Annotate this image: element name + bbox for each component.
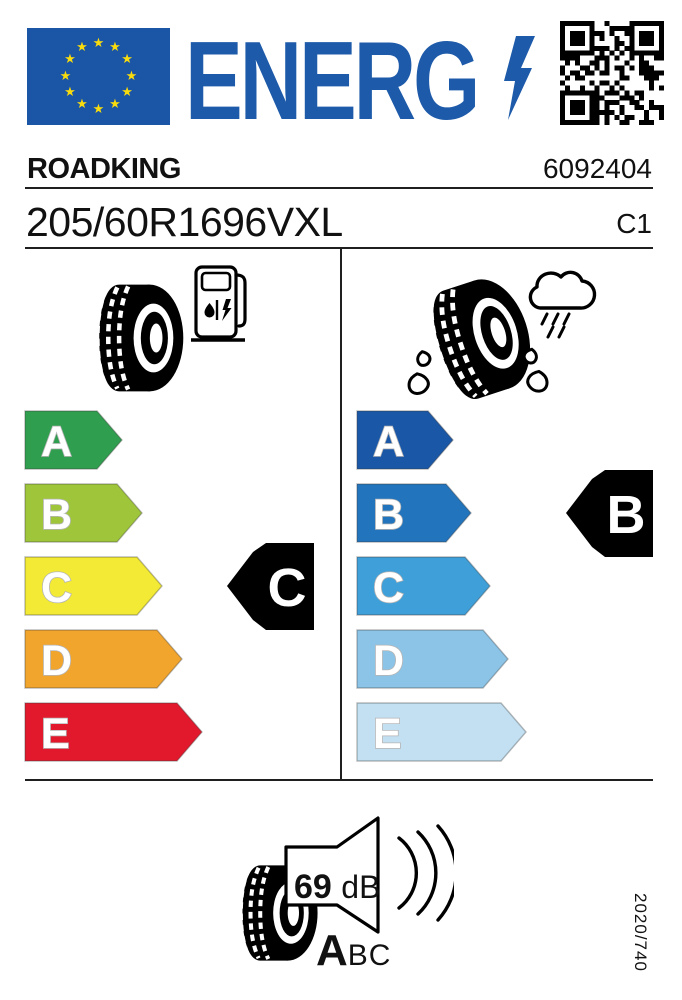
- eu-star-icon: ★: [109, 40, 121, 56]
- fuel-class-letter: B: [41, 491, 73, 539]
- fuel-class-letter: C: [41, 564, 73, 612]
- water-splash-icon: [398, 340, 558, 404]
- wet-class-letter: D: [373, 637, 405, 685]
- qr-code-icon: [560, 21, 664, 125]
- fuel-class-c: [24, 556, 204, 616]
- wet-class-b: [356, 483, 528, 543]
- wet-class-a: [356, 410, 528, 470]
- fuel-efficiency-scale: [24, 410, 204, 775]
- wet-class-letter: C: [373, 564, 405, 612]
- eu-star-icon: ★: [76, 97, 88, 113]
- divider-line: [25, 247, 653, 249]
- fuel-class-letter: A: [41, 418, 73, 466]
- fuel-class-letter: E: [41, 710, 70, 758]
- noise-db-unit: dB: [341, 869, 381, 905]
- rain-cloud-icon: [520, 262, 604, 340]
- fuel-class-d: [24, 629, 204, 689]
- wet-class-letter: E: [373, 710, 402, 758]
- wet-class-letter: A: [373, 418, 405, 466]
- eu-star-icon: ★: [92, 101, 105, 117]
- tire-icon: [92, 280, 186, 396]
- eu-star-icon: ★: [64, 52, 76, 68]
- eu-star-icon: ★: [92, 35, 105, 51]
- eu-star-icon: ★: [121, 85, 133, 101]
- lightning-bolt-icon: [504, 36, 536, 122]
- article-number: 6092404: [542, 153, 652, 184]
- eu-star-icon: ★: [64, 85, 76, 101]
- wet-class-d: [356, 629, 528, 689]
- sound-waves-icon: [392, 824, 454, 924]
- fuel-rating-letter: C: [267, 558, 307, 618]
- noise-class-letter: A: [316, 926, 348, 975]
- noise-other-classes: BC: [347, 939, 392, 972]
- wet-class-letter: B: [373, 491, 405, 539]
- center-divider: [340, 249, 342, 780]
- divider-line: [25, 779, 653, 781]
- eu-star-icon: ★: [125, 68, 138, 84]
- energ-wordmark: [0, 0, 560, 140]
- noise-db-number: 69: [294, 868, 332, 906]
- wet-grip-scale: [356, 410, 528, 775]
- wet-grip-rating-letter: B: [606, 485, 646, 545]
- brand-name: ROADKING: [27, 153, 181, 185]
- fuel-class-e: [24, 702, 204, 762]
- fuel-class-letter: D: [41, 637, 73, 685]
- fuel-pump-icon: [189, 263, 249, 347]
- energ-text: ENERG: [185, 19, 478, 140]
- rain-lines: [542, 314, 569, 337]
- wet-class-c: [356, 556, 528, 616]
- eu-star-icon: ★: [109, 97, 121, 113]
- tyre-class: C1: [616, 208, 652, 239]
- fuel-rating-indicator: [226, 542, 315, 631]
- noise-value: [294, 868, 384, 907]
- fuel-class-a: [24, 410, 204, 470]
- tyre-size: 205/60R1696VXL: [26, 199, 343, 245]
- fuel-class-b: [24, 483, 204, 543]
- divider-line: [25, 187, 653, 189]
- wet-grip-rating-indicator: [565, 469, 654, 558]
- wet-class-e: [356, 702, 528, 762]
- eu-star-icon: ★: [76, 40, 88, 56]
- noise-class-row: [316, 926, 392, 975]
- eu-star-icon: ★: [59, 68, 72, 84]
- eu-star-icon: ★: [121, 52, 133, 68]
- regulation-number: 2020/740: [631, 893, 650, 972]
